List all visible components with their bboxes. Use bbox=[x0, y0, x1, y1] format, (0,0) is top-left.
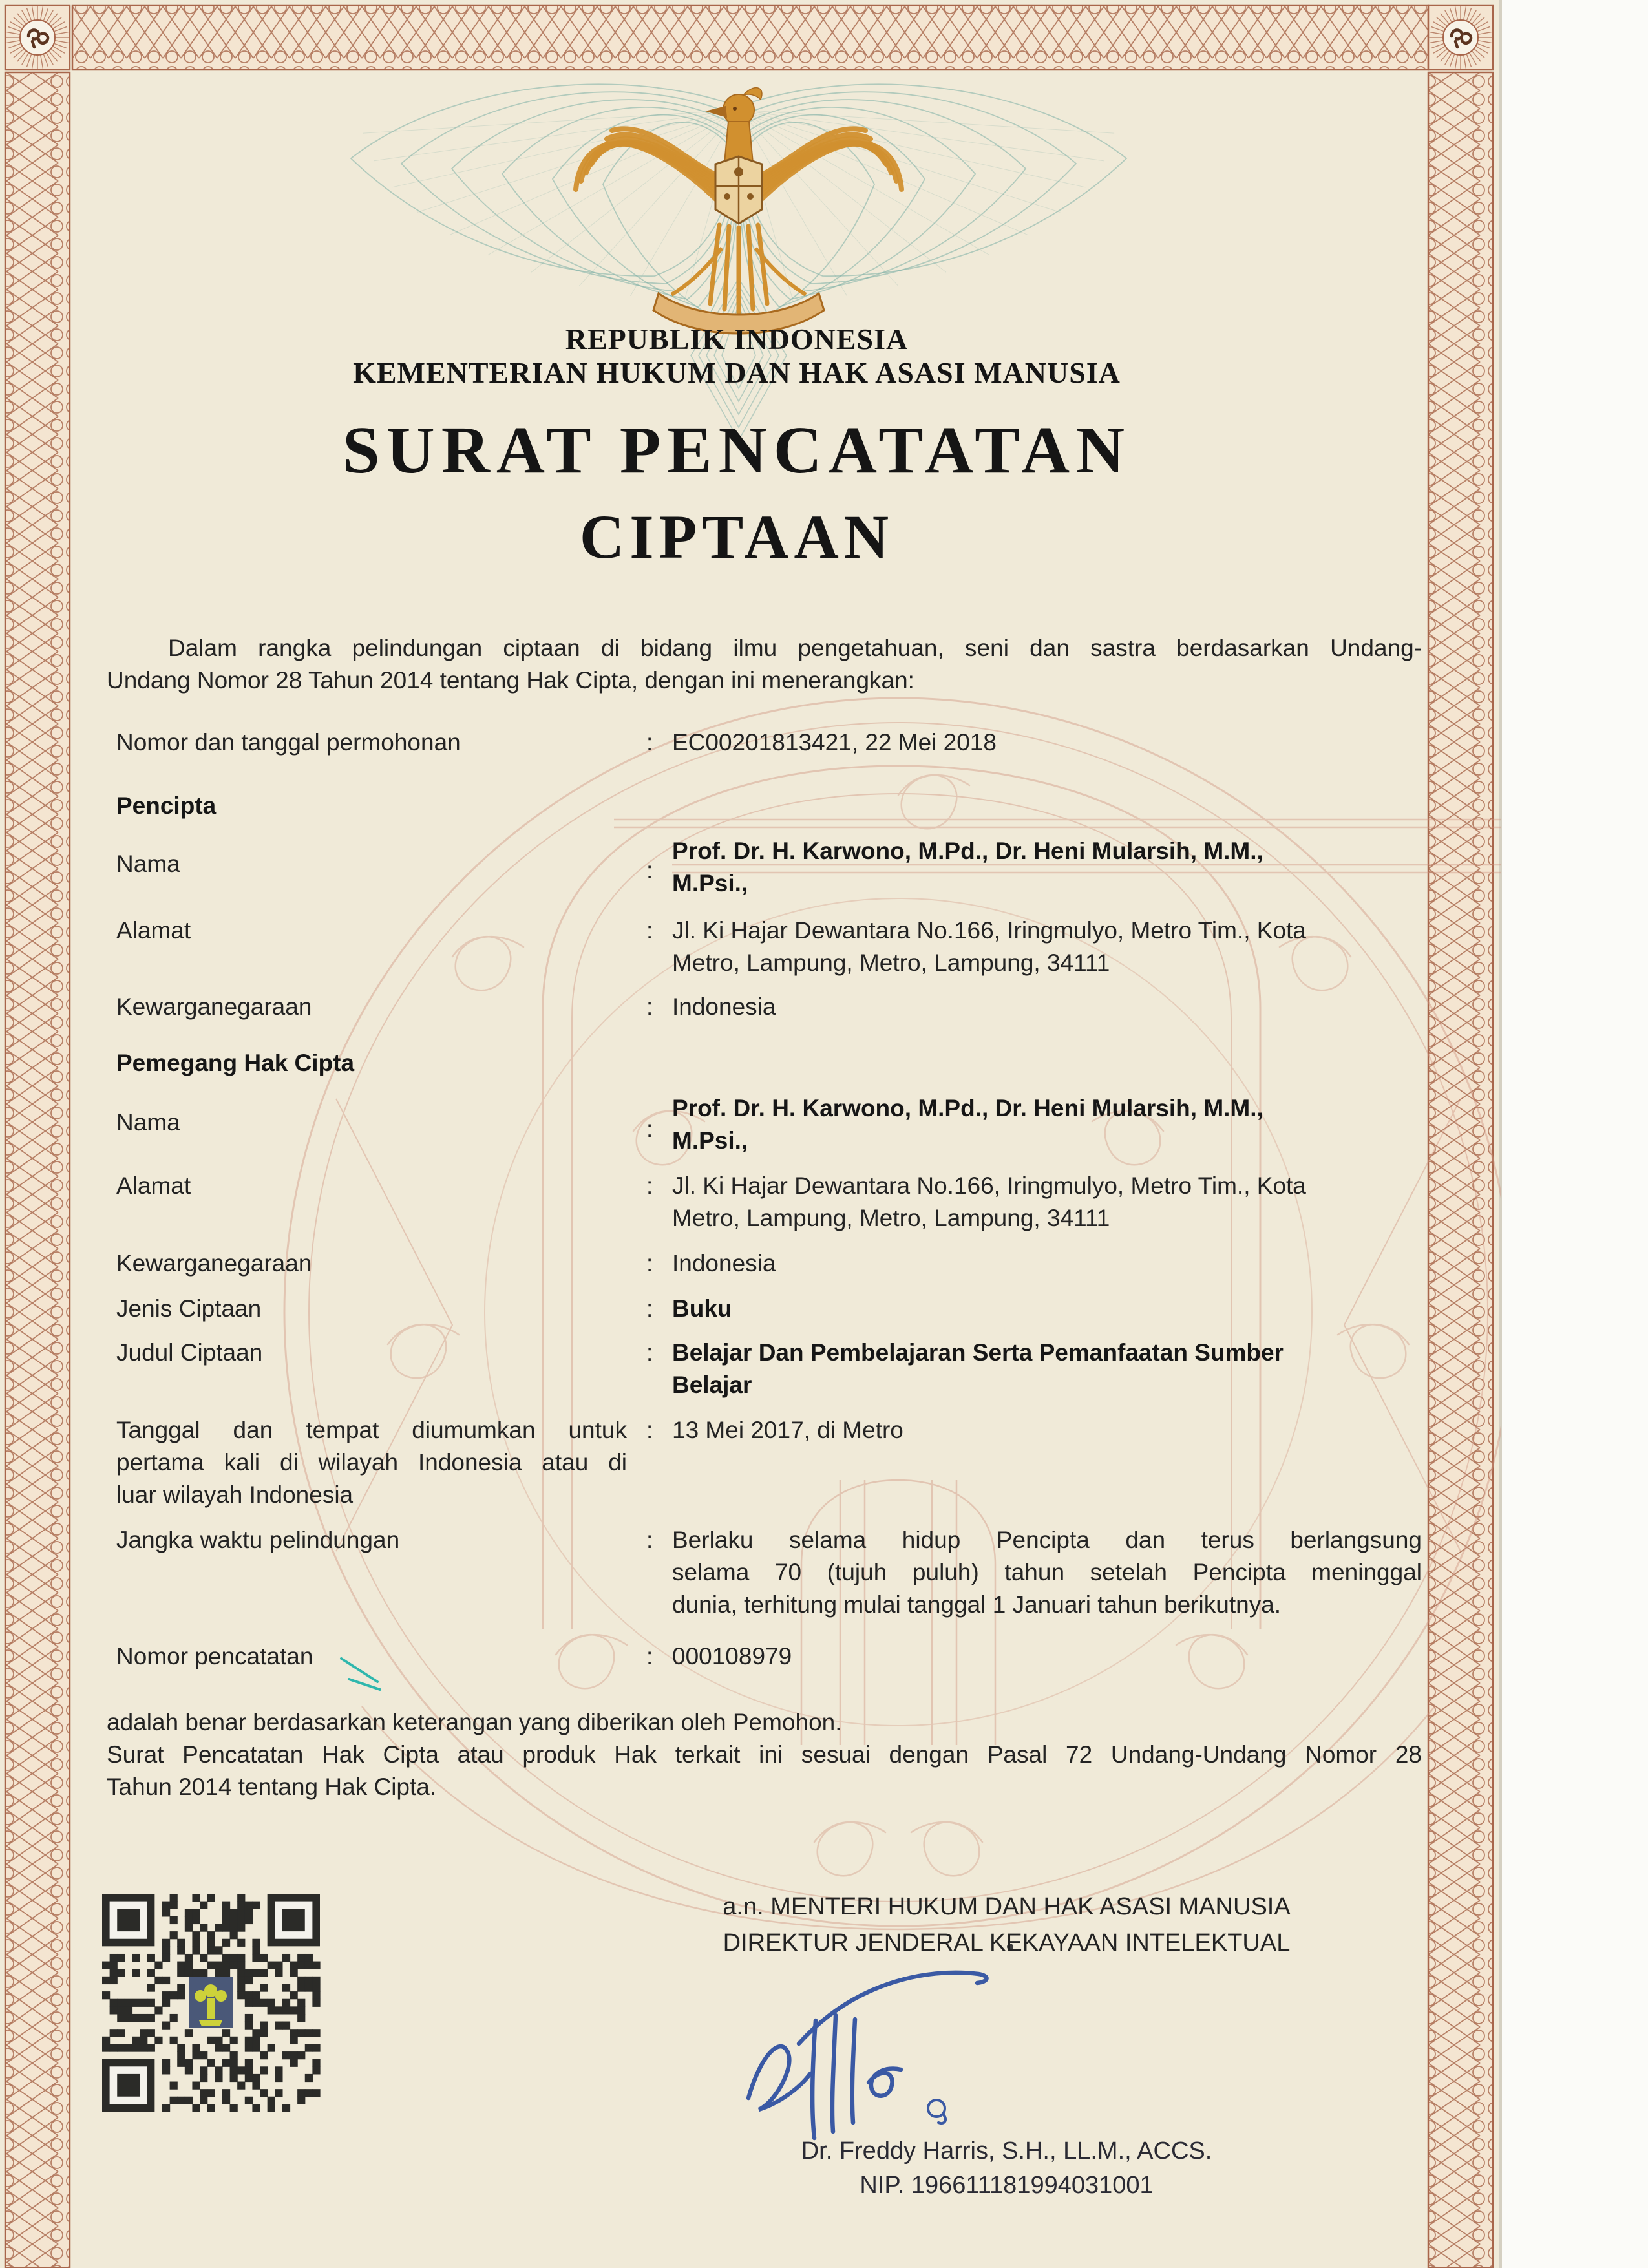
signer-nip: NIP. 196611181994031001 bbox=[860, 2172, 1154, 2199]
colon: : bbox=[646, 1643, 653, 1669]
value-line: Prof. Dr. H. Karwono, M.Pd., Dr. Heni Mularsih, M.M., bbox=[672, 1095, 1263, 1121]
label-line: luar wilayah Indonesia bbox=[116, 1481, 354, 1508]
colon: : bbox=[646, 857, 653, 884]
label-line: pertama kali di wilayah Indonesia atau di bbox=[116, 1449, 627, 1476]
value-line: Belajar Dan Pembelajaran Serta Pemanfaatan Sumber bbox=[672, 1339, 1284, 1366]
value-line: Metro, Lampung, Metro, Lampung, 34111 bbox=[672, 1205, 1110, 1231]
signature-authority-block bbox=[637, 1889, 1377, 1961]
colon: : bbox=[646, 1417, 653, 1443]
field-label-judul: Judul Ciptaan bbox=[116, 1339, 263, 1366]
garuda-pancasila-emblem-icon bbox=[576, 88, 902, 334]
page-title-line2: CIPTAAN bbox=[579, 502, 894, 571]
colon: : bbox=[646, 1527, 653, 1553]
colon: : bbox=[646, 1295, 653, 1322]
field-label-pencipta-nama: Nama bbox=[116, 851, 180, 877]
field-label-pencipta-kewarganegaraan: Kewarganegaraan bbox=[116, 993, 312, 1020]
colon: : bbox=[646, 1250, 653, 1277]
value-line: selama 70 (tujuh puluh) tahun setelah Pencipta meninggal bbox=[672, 1559, 1422, 1585]
field-value-pemegang-nama bbox=[672, 1092, 1422, 1157]
field-value-nomor-pencatatan: 000108979 bbox=[672, 1643, 792, 1669]
ministry-header: KEMENTERIAN HUKUM DAN HAK ASASI MANUSIA bbox=[353, 356, 1121, 389]
field-label-pemegang-alamat: Alamat bbox=[116, 1172, 191, 1199]
value-line: dunia, terhitung mulai tanggal 1 Januari tahun berikutnya. bbox=[672, 1591, 1282, 1618]
field-label-jangka: Jangka waktu pelindungan bbox=[116, 1527, 400, 1553]
value-line: Jl. Ki Hajar Dewantara No.166, Iringmulyo, Metro Tim., Kota bbox=[672, 1172, 1306, 1199]
field-value-jangka bbox=[672, 1524, 1422, 1621]
field-value-pemegang-kewarganegaraan: Indonesia bbox=[672, 1250, 776, 1277]
page-title-line1: SURAT PENCATATAN bbox=[342, 413, 1132, 487]
field-value-pencipta-kewarganegaraan: Indonesia bbox=[672, 993, 776, 1020]
value-line: Prof. Dr. H. Karwono, M.Pd., Dr. Heni Mularsih, M.M., bbox=[672, 838, 1263, 864]
value-line: M.Psi., bbox=[672, 870, 748, 896]
country-header: REPUBLIK INDONESIA bbox=[565, 323, 909, 355]
field-value-nomor-permohonan: EC00201813421, 22 Mei 2018 bbox=[672, 729, 997, 756]
field-label-pemegang-kewarganegaraan: Kewarganegaraan bbox=[116, 1250, 312, 1277]
field-label-pencipta-alamat: Alamat bbox=[116, 917, 191, 944]
value-line: Belajar bbox=[672, 1372, 752, 1398]
on-behalf-line: a.n. MENTERI HUKUM DAN HAK ASASI MANUSIA bbox=[723, 1893, 1291, 1920]
field-label-nomor-pencatatan: Nomor pencatatan bbox=[116, 1643, 313, 1669]
qr-code bbox=[102, 1894, 321, 2112]
field-label-tanggal-umum bbox=[116, 1414, 627, 1511]
section-header-pencipta: Pencipta bbox=[116, 792, 217, 819]
intro-paragraph bbox=[107, 632, 1422, 697]
closing-statement: adalah benar berdasarkan keterangan yang diberikan oleh Pemohon. bbox=[107, 1709, 842, 1735]
value-line: Metro, Lampung, Metro, Lampung, 34111 bbox=[672, 949, 1110, 976]
corner-medallion-right-icon bbox=[1428, 5, 1493, 70]
field-value-pencipta-alamat bbox=[672, 915, 1422, 979]
colon: : bbox=[646, 917, 653, 944]
label-line: Tanggal dan tempat diumumkan untuk bbox=[116, 1417, 627, 1443]
field-value-judul bbox=[672, 1337, 1422, 1401]
colon: : bbox=[646, 1172, 653, 1199]
field-value-pencipta-nama bbox=[672, 835, 1422, 900]
closing-statement: Tahun 2014 tentang Hak Cipta. bbox=[107, 1774, 437, 1800]
field-label-nomor-permohonan: Nomor dan tanggal permohonan bbox=[116, 729, 461, 756]
intro-line: Undang Nomor 28 Tahun 2014 tentang Hak Cipta, dengan ini menerangkan: bbox=[107, 667, 914, 694]
value-line: M.Psi., bbox=[672, 1127, 748, 1154]
colon: : bbox=[646, 1116, 653, 1142]
field-value-pemegang-alamat bbox=[672, 1170, 1422, 1235]
colon: : bbox=[646, 993, 653, 1020]
colon: : bbox=[646, 729, 653, 756]
value-line: Berlaku selama hidup Pencipta dan terus berlangsung bbox=[672, 1527, 1422, 1553]
corner-medallion-left-icon bbox=[5, 5, 70, 70]
colon: : bbox=[646, 1339, 653, 1366]
directorate-line: DIREKTUR JENDERAL KEKAYAAN INTELEKTUAL bbox=[723, 1929, 1291, 1956]
field-label-pemegang-nama: Nama bbox=[116, 1109, 180, 1136]
field-value-tanggal-umum: 13 Mei 2017, di Metro bbox=[672, 1417, 903, 1443]
signer-identity-block bbox=[701, 2134, 1312, 2203]
closing-statement: Surat Pencatatan Hak Cipta atau produk Hak terkait ini sesuai dengan Pasal 72 Undang-Undang Nomor 28 bbox=[107, 1741, 1422, 1768]
signer-name: Dr. Freddy Harris, S.H., LL.M., ACCS. bbox=[801, 2137, 1212, 2165]
signature-ink bbox=[748, 1973, 987, 2138]
intro-line: Dalam rangka pelindungan ciptaan di bidang ilmu pengetahuan, seni dan sastra berdasarkan Undang- bbox=[168, 635, 1422, 661]
section-header-pemegang: Pemegang Hak Cipta bbox=[116, 1050, 355, 1076]
value-line: Jl. Ki Hajar Dewantara No.166, Iringmulyo, Metro Tim., Kota bbox=[672, 917, 1306, 944]
field-value-jenis: Buku bbox=[672, 1295, 732, 1322]
field-label-jenis: Jenis Ciptaan bbox=[116, 1295, 262, 1322]
